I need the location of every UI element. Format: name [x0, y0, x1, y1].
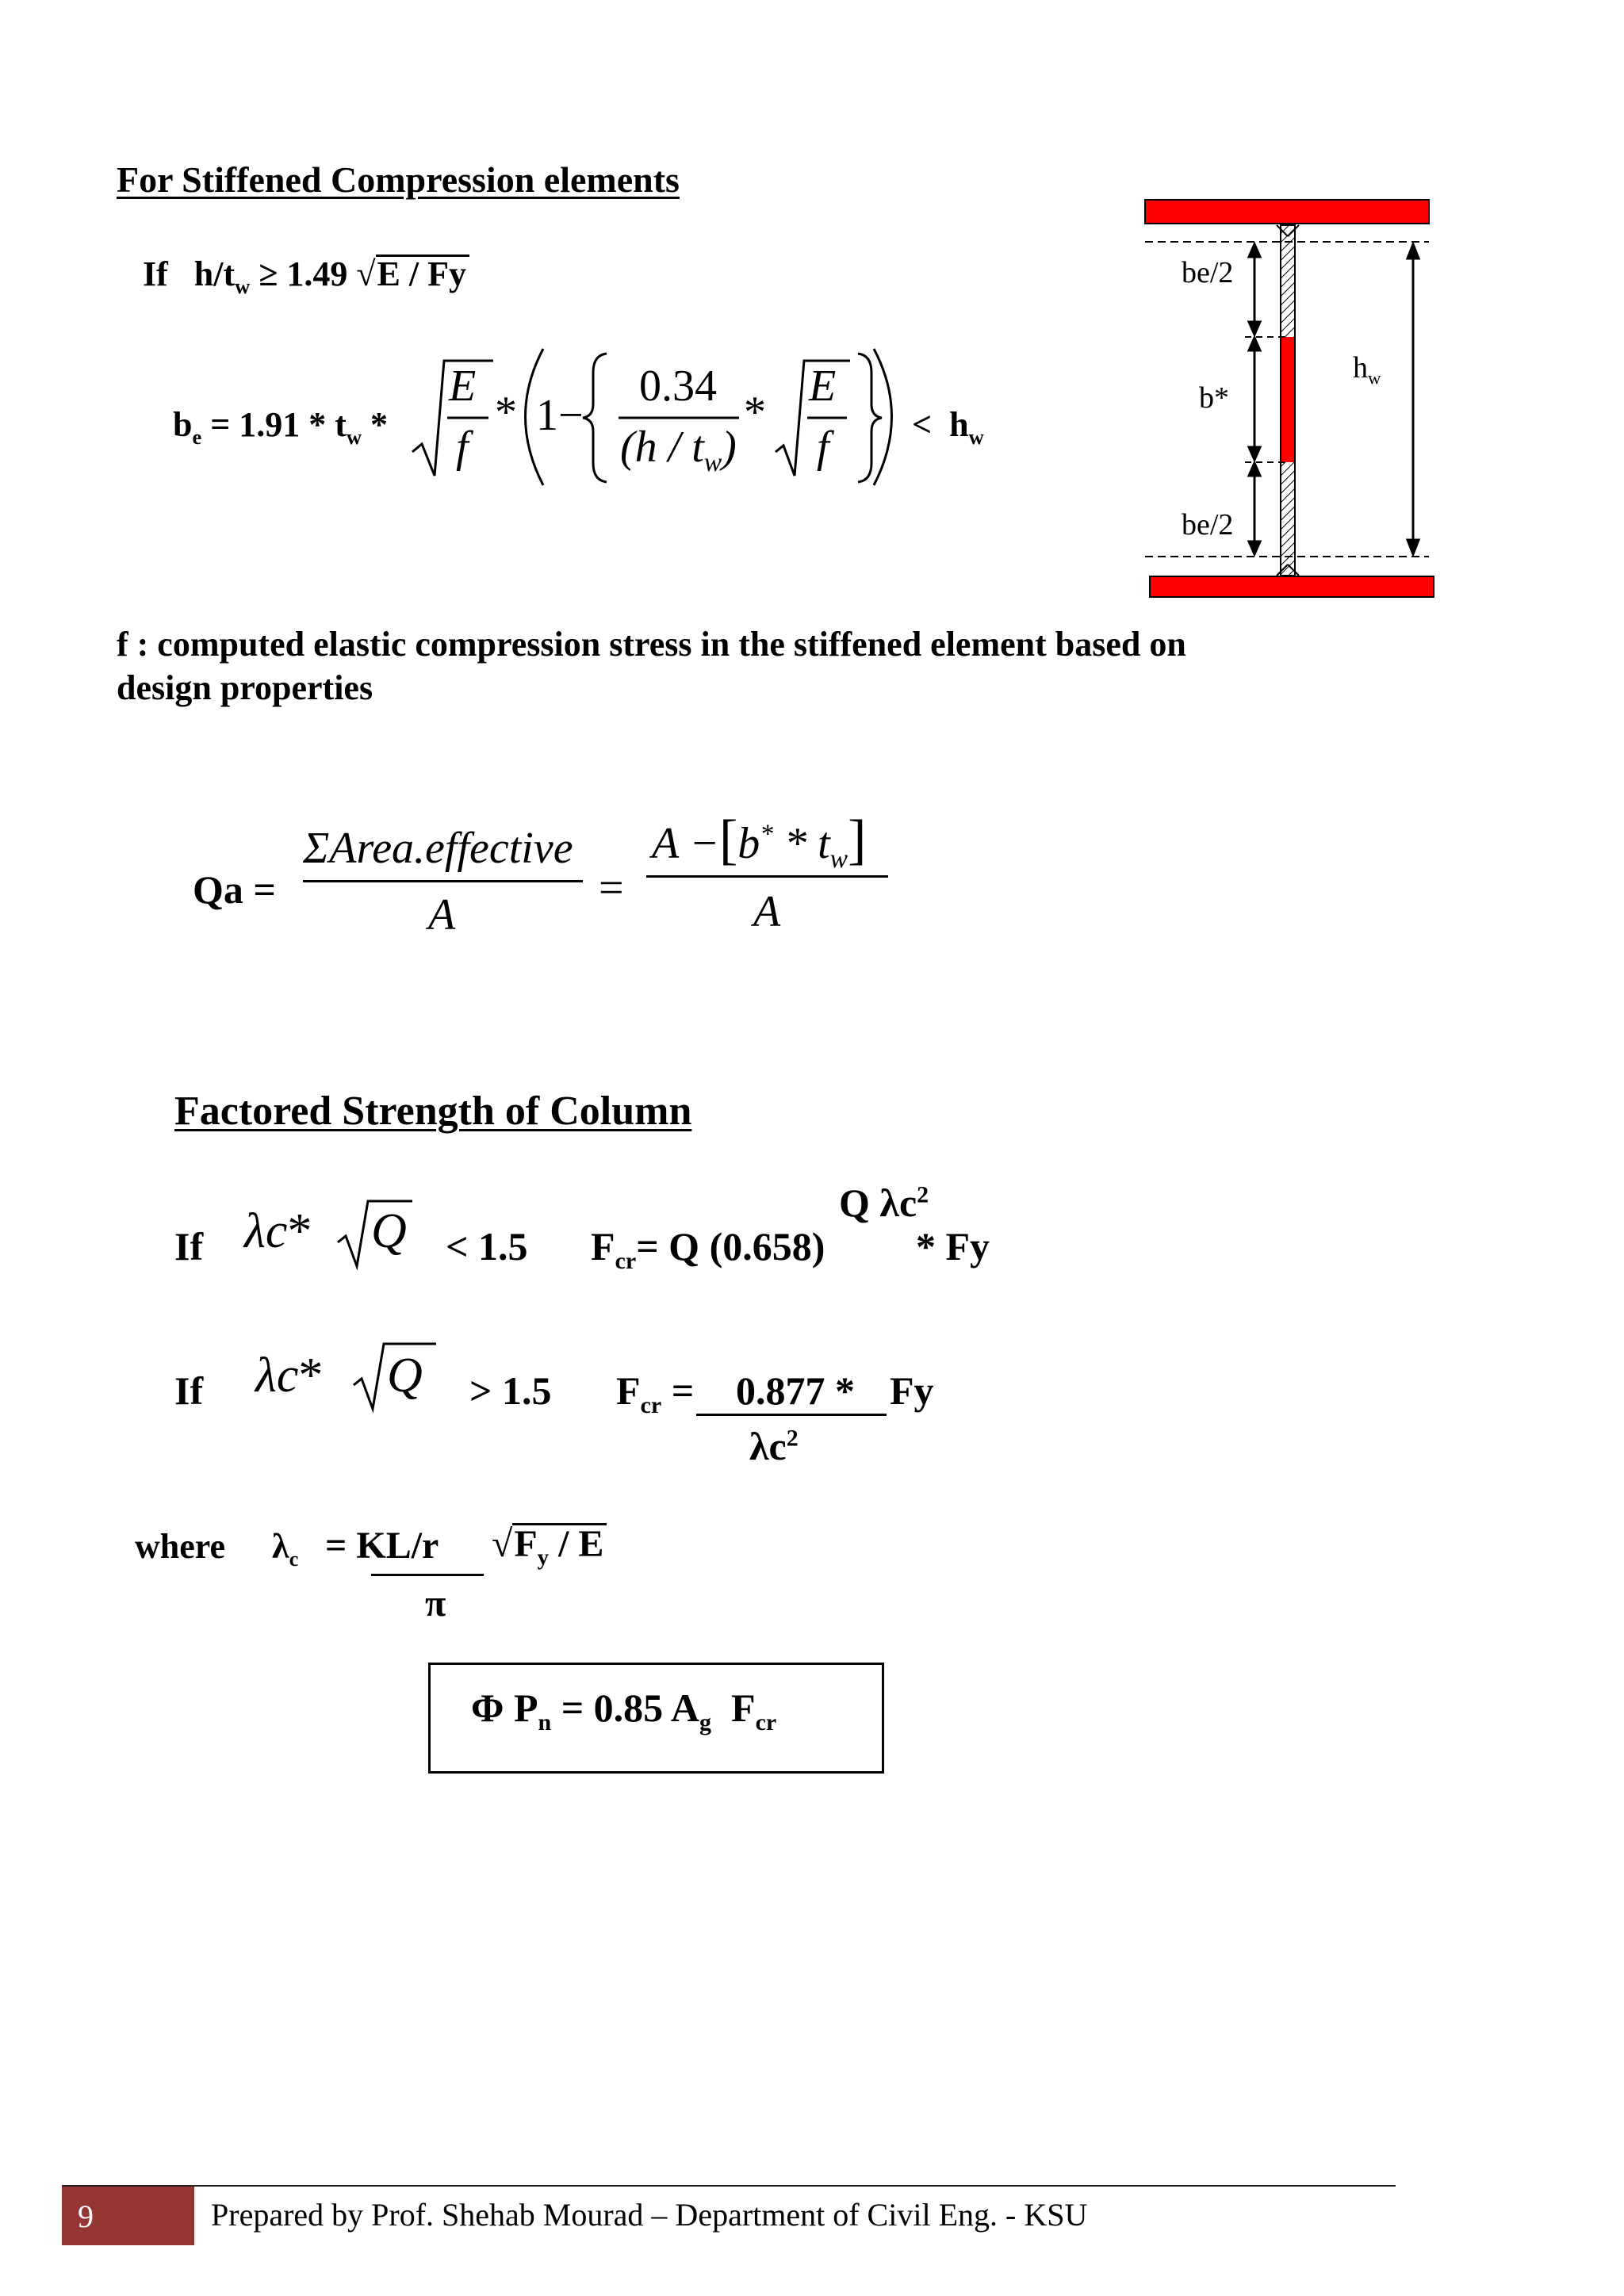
one-minus: 1−: [536, 391, 584, 440]
ratio-lhs: h/t: [193, 254, 236, 293]
cond2-exponent: Q $\lambda c^2$: [839, 1181, 929, 1225]
qa-numerator-1: ΣArea.effective: [303, 824, 573, 873]
cond2-tail: * Fy: [916, 1224, 990, 1269]
qa-equals: =: [599, 863, 624, 913]
cond2-if: If: [174, 1224, 204, 1269]
label-be-top: be/2: [1182, 256, 1234, 289]
lambda-root: $√F_y$ / E: [492, 1522, 607, 1566]
denominator-h-tw: $(h / t_w)$: [620, 423, 737, 478]
cond3-if: If: [174, 1368, 204, 1413]
be-symbol: b: [173, 405, 193, 444]
cond3-op: > 1.5: [469, 1368, 552, 1413]
section-heading-factored: Factored Strength of Column: [174, 1089, 692, 1134]
ratio-op: ≥ 1.49: [259, 254, 348, 293]
star-3: *: [744, 388, 766, 437]
dimension-arrows: [1249, 244, 1419, 554]
e-numerator-2: E: [809, 362, 837, 411]
be-limit: < $h_w$: [912, 405, 984, 449]
footer-rule: [62, 2185, 1396, 2187]
be-sub: e: [192, 424, 202, 449]
cond3-fraction-bar: [696, 1414, 887, 1416]
f-denominator-2: f: [817, 423, 829, 472]
qa-fraction-bar-2: [646, 875, 888, 878]
f-denominator: f: [456, 423, 469, 472]
cond2-fcr: $F_{cr}= Q$ (0.658): [591, 1224, 825, 1274]
qa-lhs: Qa =: [193, 867, 276, 912]
f-definition-line-2: design properties: [117, 668, 373, 707]
where-keyword: where: [135, 1527, 226, 1566]
lambda-c: $\lambda_c$: [272, 1527, 299, 1571]
brace-right: [858, 354, 882, 482]
cond2-op: < 1.5: [446, 1224, 528, 1269]
f-definition-line-1: f : computed elastic compression stress in the stiffened element based on: [117, 625, 1186, 664]
be-star: *: [370, 405, 388, 444]
bottom-flange: [1150, 576, 1434, 597]
tw-sub: w: [346, 424, 362, 449]
design-strength-equation: Φ $P_n = 0.85$ $A_g$ $F_{cr}$: [471, 1686, 777, 1735]
star-2: *: [495, 388, 517, 437]
qa-fraction-bar-1: [303, 880, 583, 882]
label-be-bottom: be/2: [1182, 508, 1234, 541]
top-flange: [1145, 200, 1429, 224]
footer-credit: Prepared by Prof. Shehab Mourad – Department of Civil Eng. - KSU: [211, 2197, 1088, 2233]
label-b-star: b*: [1199, 381, 1229, 415]
root-argument: E / Fy: [376, 254, 469, 292]
numerator-034: 0.34: [639, 362, 717, 411]
lambda-c-rhs: = KL/r: [325, 1525, 439, 1567]
cond3-numerator: 0.877 *: [736, 1368, 855, 1413]
cond2-lambda: λc*: [244, 1204, 312, 1258]
ratio-lhs-sub: w: [235, 274, 251, 298]
lambda-pi: π: [425, 1582, 446, 1624]
e-numerator: E: [449, 362, 477, 411]
qa-numerator-2: $A -[b^* * t_w]$: [652, 809, 867, 874]
page-number: 9: [78, 2198, 94, 2234]
cond3-lambda: λc*: [255, 1349, 324, 1402]
be-coefficient: = 1.91 * t: [210, 405, 347, 444]
i-section-figure: [1126, 190, 1459, 603]
footer-page-box: [62, 2187, 194, 2245]
label-hw: $h_w$: [1353, 351, 1381, 388]
section-heading-stiffened: For Stiffened Compression elements: [117, 159, 680, 200]
lambda-fraction-bar: [371, 1574, 484, 1576]
qa-denominator-1: A: [428, 890, 456, 939]
qa-denominator-2: A: [753, 887, 781, 936]
cond2-root-arg: Q: [371, 1204, 407, 1258]
cond3-denominator: $\lambda c^2$: [749, 1424, 799, 1468]
if-keyword: If: [143, 254, 168, 293]
cond3-root-arg: Q: [387, 1349, 423, 1402]
root-sign: √: [356, 254, 376, 293]
brace-left: [583, 354, 607, 482]
web-effective: [1281, 337, 1294, 462]
cond3-fcr: $F_{cr}$ =: [616, 1368, 695, 1418]
cond3-tail: Fy: [890, 1368, 934, 1413]
